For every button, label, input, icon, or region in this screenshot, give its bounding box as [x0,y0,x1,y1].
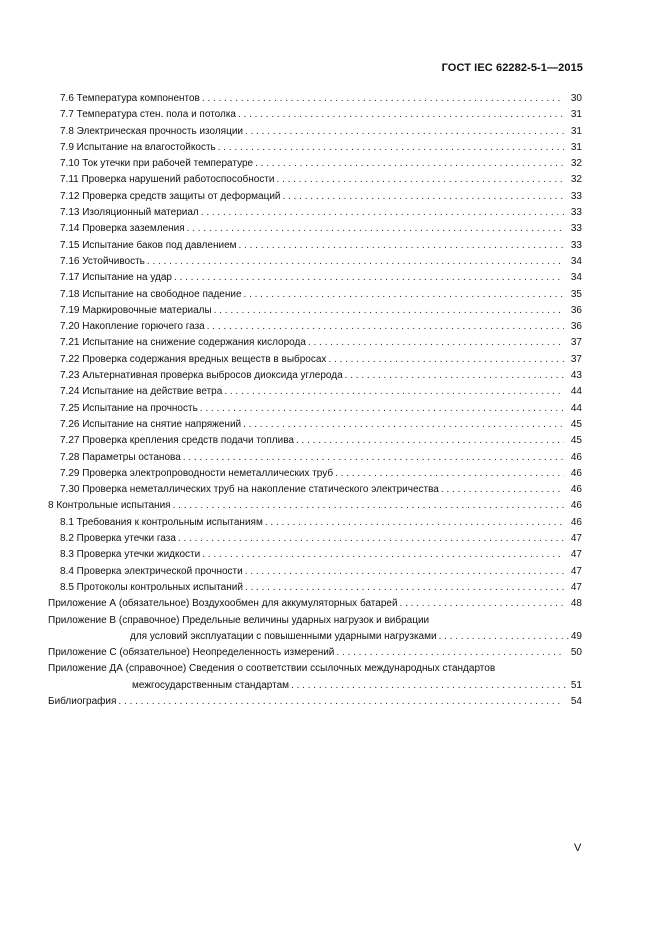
toc-entry-title-line1: Приложение В (справочное) Предельные величины ударных нагрузок и вибрации [48,614,430,626]
dot-leader [174,270,564,286]
dot-leader [336,645,564,661]
dot-leader [255,156,564,172]
toc-entry-page: 33 [570,223,582,235]
toc-entry-title: Приложение А (обязательное) Воздухообмен для аккумуляторных батарей [48,598,398,610]
dot-leader [335,466,564,482]
toc-entry-annex-c[interactable] [48,645,582,661]
toc-entry-title: 7.11 Проверка нарушений работоспособности [60,174,275,186]
toc-entry-page: 49 [570,630,582,642]
toc-entry-8-5[interactable] [48,580,582,596]
toc-entry-bibliography[interactable] [48,694,582,710]
toc-entry-7-8[interactable] [48,124,582,140]
toc-entry-title: 7.22 Проверка содержания вредных веществ в выбросах [60,353,327,365]
toc-entry-page: 34 [570,272,582,284]
toc-entry-page: 46 [570,484,582,496]
toc-entry-title: 7.14 Проверка заземления [60,223,185,235]
dot-leader [345,368,564,384]
toc-entry-title: 8.5 Протоколы контрольных испытаний [60,581,243,593]
dot-leader [178,531,564,547]
toc-entry-page: 46 [570,516,582,528]
toc-entry-7-26[interactable] [48,417,582,433]
toc-entry-page: 36 [570,321,582,333]
toc-entry-title: 8.3 Проверка утечки жидкости [60,549,201,561]
toc-entry-title: Библиография [48,695,117,707]
toc-entry-page: 51 [570,679,582,691]
toc-entry-7-22[interactable] [48,352,582,368]
toc-entry-7-21[interactable] [48,335,582,351]
toc-entry-page: 33 [570,207,582,219]
dot-leader [147,254,564,270]
dot-leader [239,238,565,254]
toc-entry-page: 44 [570,386,582,398]
toc-entry-page: 46 [570,467,582,479]
dot-leader [187,221,564,237]
toc-entry-page: 32 [570,158,582,170]
dot-leader [277,172,564,188]
dot-leader [265,515,564,531]
dot-leader [202,547,564,563]
dot-leader [328,352,564,368]
toc-entry-title: 8.1 Требования к контрольным испытаниям [60,516,263,528]
toc-entry-page: 31 [570,125,582,137]
toc-entry-title: 7.30 Проверка неметаллических труб на накопление статического электричества [60,484,439,496]
toc-entry-page: 32 [570,174,582,186]
toc-entry-7-9[interactable] [48,140,582,156]
toc-entry-8-4[interactable] [48,564,582,580]
toc-entry-page: 37 [570,337,582,349]
toc-entry-7-27[interactable] [48,433,582,449]
toc-entry-8[interactable] [48,498,582,514]
toc-entry-title: 7.10 Ток утечки при рабочей температуре [60,158,254,170]
dot-leader [283,189,564,205]
dot-leader [238,107,564,123]
toc-entry-title: 7.27 Проверка крепления средств подачи топлива [60,435,294,447]
dot-leader [207,319,564,335]
toc-entry-7-29[interactable] [48,466,582,482]
toc-entry-7-13[interactable] [48,205,582,221]
dot-leader [218,140,564,156]
toc-entry-7-20[interactable] [48,319,582,335]
dot-leader [245,580,564,596]
dot-leader [296,433,564,449]
toc-entry-7-28[interactable] [48,450,582,466]
document-code-header: ГОСТ IEC 62282-5-1—2015 [441,62,583,74]
toc-entry-page: 36 [570,304,582,316]
dot-leader [245,564,564,580]
dot-leader [202,91,564,107]
toc-entry-7-10[interactable] [48,156,582,172]
toc-entry-page: 34 [570,255,582,267]
dot-leader [173,498,564,514]
toc-entry-title: 7.12 Проверка средств защиты от деформаций [60,190,281,202]
toc-entry-title: 7.15 Испытание баков под давлением [60,239,237,251]
toc-entry-7-19[interactable] [48,303,582,319]
toc-entry-page: 50 [570,647,582,659]
toc-entry-annex-da[interactable] [48,661,582,694]
toc-entry-page: 47 [570,533,582,545]
toc-entry-title: 7.17 Испытание на удар [60,272,172,284]
dot-leader [244,287,564,303]
toc-entry-8-2[interactable] [48,531,582,547]
dot-leader [245,124,564,140]
page-number: V [574,842,582,854]
toc-entry-title: 7.24 Испытание на действие ветра [60,386,223,398]
toc-entry-title: 7.9 Испытание на влагостойкость [60,141,216,153]
toc-entry-title: 7.18 Испытание на свободное падение [60,288,242,300]
toc-entry-title-line1: Приложение ДА (справочное) Сведения о соответствии ссылочных международных стандартов [48,663,496,675]
toc-entry-7-24[interactable] [48,384,582,400]
dot-leader [400,596,564,612]
toc-entry-page: 46 [570,451,582,463]
toc-entry-page: 33 [570,190,582,202]
toc-entry-title: 7.28 Параметры останова [60,451,181,463]
toc-entry-7-12[interactable] [48,189,582,205]
toc-entry-page: 46 [570,500,582,512]
toc-entry-7-30[interactable] [48,482,582,498]
toc-entry-7-14[interactable] [48,221,582,237]
toc-entry-title: 8.4 Проверка электрической прочности [60,565,243,577]
dot-leader [291,678,569,694]
toc-entry-title: 7.6 Температура компонентов [60,93,200,104]
toc-entry-page: 30 [570,93,582,104]
toc-entry-7-23[interactable] [48,368,582,384]
toc-entry-7-6[interactable] [48,91,582,107]
dot-leader [243,417,564,433]
toc-entry-title: Приложение С (обязательное) Неопределенность измерений [48,647,335,659]
toc-entry-7-25[interactable] [48,401,582,417]
toc-entry-page: 45 [570,435,582,447]
toc-entry-title: 7.20 Накопление горючего газа [60,321,205,333]
toc-entry-annex-b[interactable] [48,613,582,646]
dot-leader [441,482,564,498]
toc-entry-page: 48 [570,598,582,610]
toc-entry-page: 45 [570,418,582,430]
toc-entry-title: 8.2 Проверка утечки газа [60,533,176,545]
toc-entry-page: 44 [570,402,582,414]
toc-entry-title: 7.25 Испытание на прочность [60,402,198,414]
toc-entry-title: 7.8 Электрическая прочность изоляции [60,125,243,137]
dot-leader [439,629,569,645]
toc-entry-page: 37 [570,353,582,365]
toc-entry-title: 7.26 Испытание на снятие напряжений [60,418,242,430]
dot-leader [183,450,564,466]
toc-entry-7-11[interactable] [48,172,582,188]
toc-entry-title: 7.16 Устойчивость [60,255,145,267]
toc-entry-page: 47 [570,581,582,593]
dot-leader [308,335,564,351]
toc-entry-page: 47 [570,549,582,561]
toc-entry-title: 8 Контрольные испытания [48,500,171,512]
toc-entry-title: 7.21 Испытание на снижение содержания кислорода [60,337,306,349]
toc-entry-7-17[interactable] [48,270,582,286]
toc-entry-7-16[interactable] [48,254,582,270]
table-of-contents [48,91,582,710]
toc-entry-title-line2: межгосударственным стандартам [132,679,290,691]
toc-entry-7-15[interactable] [48,238,582,254]
toc-entry-page: 47 [570,565,582,577]
toc-entry-page: 43 [570,370,582,382]
toc-entry-page: 54 [570,695,582,707]
toc-entry-title: 7.19 Маркировочные материалы [60,304,212,316]
toc-entry-title: 7.23 Альтернативная проверка выбросов диоксида углерода [60,370,343,382]
dot-leader [200,401,564,417]
dot-leader [224,384,564,400]
toc-entry-title: 7.29 Проверка электропроводности неметаллических труб [60,467,334,479]
toc-entry-title-line2: для условий эксплуатации с повышенными ударными нагрузками [130,630,437,642]
dot-leader [118,694,564,710]
dot-leader [201,205,564,221]
toc-entry-page: 33 [570,239,582,251]
toc-entry-title: 7.7 Температура стен. пола и потолка [60,109,236,121]
toc-entry-title: 7.13 Изоляционный материал [60,207,199,219]
toc-entry-page: 31 [570,109,582,121]
toc-entry-7-7[interactable] [48,107,582,123]
toc-entry-page: 35 [570,288,582,300]
toc-entry-annex-a[interactable] [48,596,582,612]
toc-entry-7-18[interactable] [48,287,582,303]
toc-entry-8-1[interactable] [48,515,582,531]
dot-leader [214,303,564,319]
toc-entry-page: 31 [570,141,582,153]
toc-entry-8-3[interactable] [48,547,582,563]
